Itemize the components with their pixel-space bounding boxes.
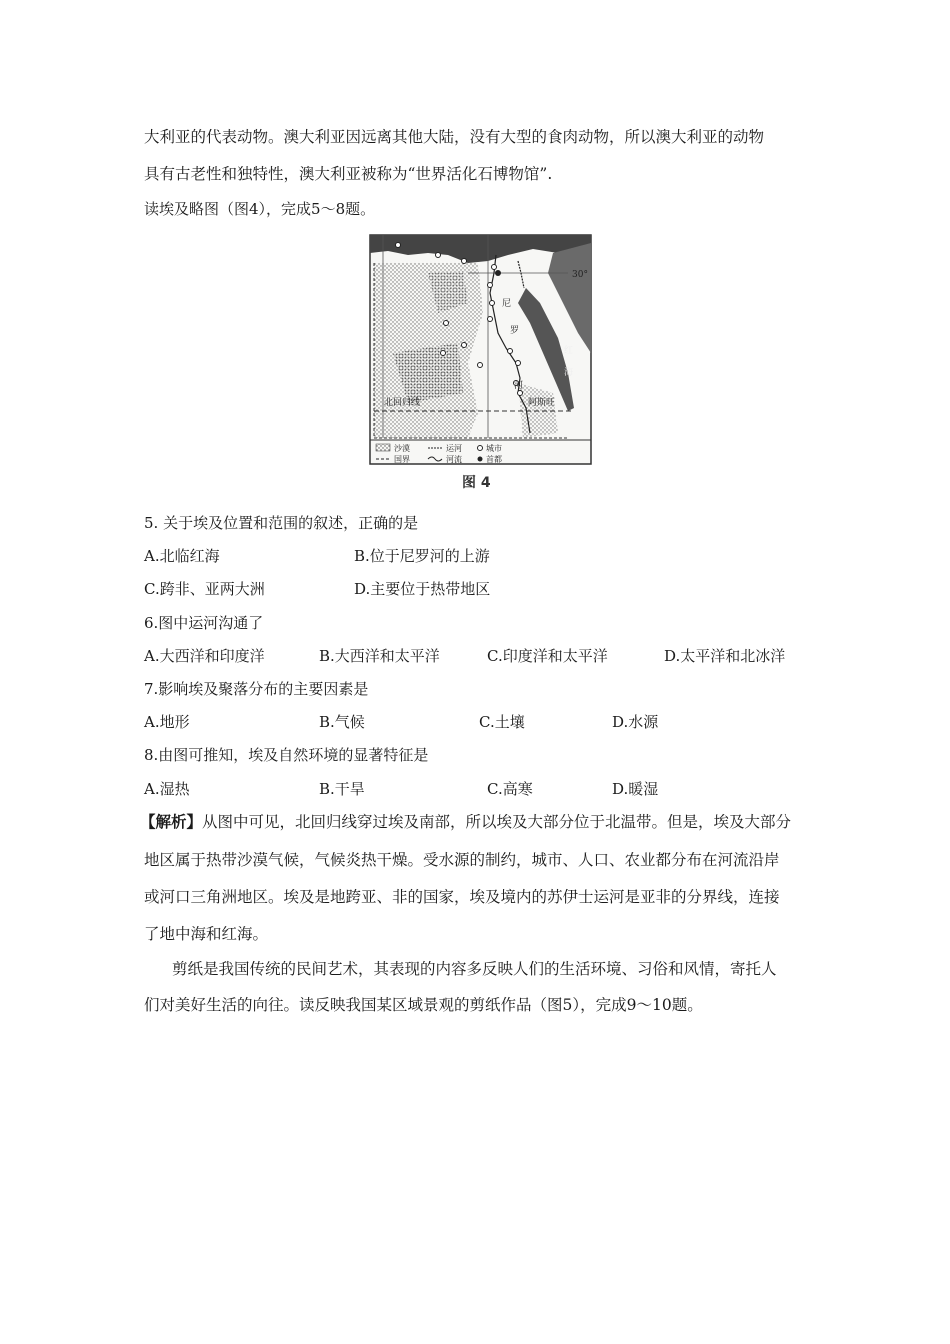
tropic-label: 北回归线 [384, 398, 421, 408]
paper-cut-line-2: 们对美好生活的向往。读反映我国某区域景观的剪纸作品（图5），完成9～10题。 [144, 996, 703, 1014]
question-5-stem: 5. 关于埃及位置和范围的叙述，正确的是 [144, 514, 419, 532]
svg-text:国界: 国界 [394, 455, 410, 464]
analysis-line-4: 了地中海和红海。 [144, 925, 269, 943]
q6-option-c: C.印度洋和太平洋 [487, 647, 608, 665]
paper-cut-line-1: 剪纸是我国传统的民间艺术，其表现的内容多反映人们的生活环境、习俗和风情，寄托人 [172, 960, 777, 978]
intro-line-1: 大利亚的代表动物。澳大利亚因远离其他大陆，没有大型的食肉动物，所以澳大利亚的动物 [144, 128, 765, 146]
svg-text:河流: 河流 [446, 455, 462, 464]
capital-marker [495, 270, 501, 276]
svg-text:红: 红 [564, 346, 574, 356]
figure-prompt: 读埃及略图（图4），完成5～8题。 [144, 200, 376, 218]
latitude-label: 30° [572, 270, 588, 280]
intro-line-2: 具有古老性和独特性，澳大利亚被称为“世界活化石博物馆”. [144, 165, 553, 183]
svg-text:城市: 城市 [486, 444, 502, 453]
q7-option-d: D.水源 [612, 713, 659, 731]
q6-option-d: D.太平洋和北冰洋 [664, 647, 786, 665]
svg-text:尼: 尼 [502, 299, 512, 309]
egypt-map [368, 233, 593, 468]
q5-option-b: B.位于尼罗河的上游 [354, 547, 490, 565]
analysis-tag: 【解析】 [140, 812, 203, 831]
q6-option-a: A.大西洋和印度洋 [144, 647, 265, 665]
aswan-label: 阿斯旺 [528, 398, 556, 408]
question-7-stem: 7.影响埃及聚落分布的主要因素是 [144, 680, 369, 698]
analysis-line-3: 或河口三角洲地区。埃及是地跨亚、非的国家，埃及境内的苏伊士运河是亚非的分界线，连接 [144, 888, 780, 906]
svg-text:河: 河 [514, 381, 524, 391]
analysis-line-2: 地区属于热带沙漠气候，气候炎热干燥。受水源的制约，城市、人口、农业都分布在河流沿岸 [144, 851, 780, 869]
q6-option-b: B.大西洋和太平洋 [319, 647, 440, 665]
question-8-stem: 8.由图可推知，埃及自然环境的显著特征是 [144, 746, 429, 764]
svg-text:沙漠: 沙漠 [394, 444, 410, 453]
q8-option-d: D.暖湿 [612, 780, 659, 798]
q8-option-a: A.湿热 [144, 780, 190, 798]
q7-option-a: A.地形 [144, 713, 190, 731]
figure-caption: 图 4 [462, 475, 491, 491]
svg-text:首都: 首都 [486, 455, 502, 464]
svg-text:运河: 运河 [446, 444, 462, 453]
q7-option-c: C.土壤 [479, 713, 525, 731]
svg-text:罗: 罗 [510, 326, 520, 336]
svg-text:海: 海 [564, 368, 574, 378]
q5-option-a: A.北临红海 [144, 547, 220, 565]
q7-option-b: B.气候 [319, 713, 365, 731]
q5-option-c: C.跨非、亚两大洲 [144, 580, 265, 598]
question-6-stem: 6.图中运河沟通了 [144, 614, 264, 632]
q5-option-d: D.主要位于热带地区 [354, 580, 491, 598]
q8-option-b: B.干旱 [319, 780, 365, 798]
analysis-line-1: 【解析】从图中可见，北回归线穿过埃及南部，所以埃及大部分位于北温带。但是，埃及大部分 [140, 812, 792, 831]
q8-option-c: C.高寒 [487, 780, 533, 798]
